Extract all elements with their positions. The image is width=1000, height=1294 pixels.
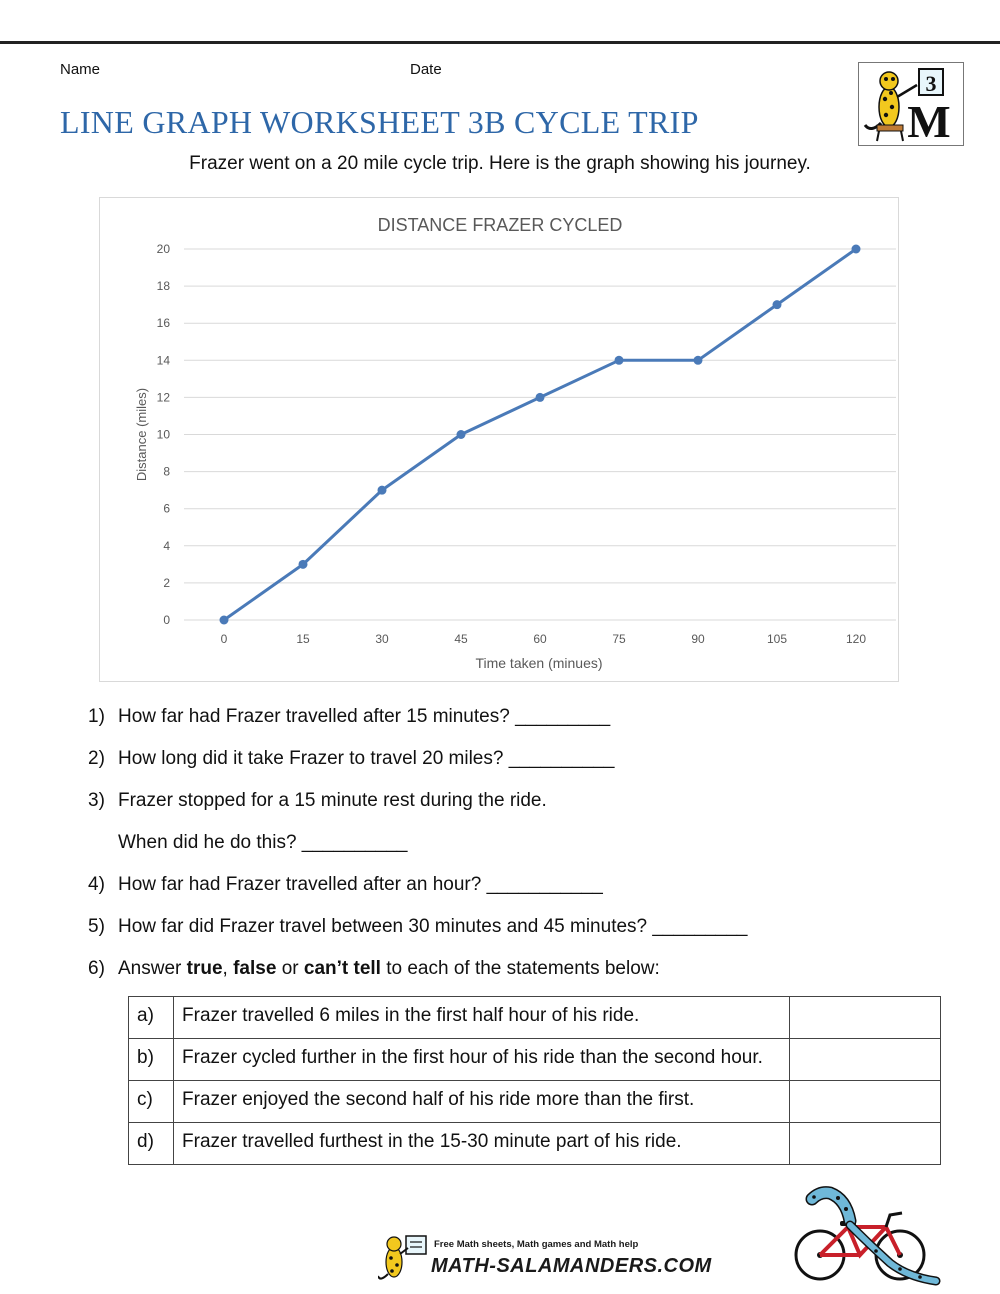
y-tick-label: 16 [156,316,170,331]
y-tick-label: 0 [163,613,170,627]
x-axis-label: Time taken (minues) [475,655,603,671]
y-tick-label: 18 [156,279,170,294]
question-1 [88,706,610,728]
question-4 [88,874,603,896]
answer-cell[interactable] [789,1039,940,1081]
salamander-logo-icon [378,1232,438,1284]
y-tick-label: 14 [156,353,170,368]
statement-row [129,1081,941,1123]
answer-cell[interactable] [789,1081,940,1123]
statement-row [129,1123,941,1165]
data-point [773,300,782,309]
question-text-part: to each of the statements below: [380,958,660,979]
x-axis-ticks [221,632,867,646]
y-tick-label: 8 [163,464,170,479]
data-point [378,486,387,495]
x-tick-label: 90 [691,632,705,646]
question-text-part: Answer [118,958,187,979]
data-point [220,616,229,625]
data-point [299,560,308,569]
statement-text: Frazer travelled furthest in the 15-30 minute part of his ride. [174,1123,790,1165]
question-text: How far did Frazer travel between 30 minutes and 45 minutes? _________ [118,916,748,937]
statement-text: Frazer travelled 6 miles in the first half hour of his ride. [174,997,790,1039]
statement-letter: d) [129,1123,174,1165]
statement-row [129,997,941,1039]
keyword-true: true [186,958,223,979]
question-number: 1) [88,706,105,727]
x-tick-label: 60 [533,632,547,646]
question-number: 4) [88,874,105,895]
x-tick-label: 75 [612,632,626,646]
y-tick-label: 12 [156,390,170,405]
page-title: LINE GRAPH WORKSHEET 3B CYCLE TRIP [60,104,699,140]
question-3-followup: When did he do this? __________ [118,832,408,853]
x-tick-label: 30 [375,632,389,646]
x-tick-label: 120 [845,632,867,646]
question-2 [88,748,614,770]
statement-letter: b) [129,1039,174,1081]
chart-svg [100,198,898,681]
salamander-bike-icon [790,1185,942,1287]
data-point [536,393,545,402]
statement-text: Frazer cycled further in the first hour of his ride than the second hour. [174,1039,790,1081]
question-number: 6) [88,958,105,979]
data-point [694,356,703,365]
keyword-false: false [233,958,277,979]
question-text: How far had Frazer travelled after 15 minutes? _________ [118,706,611,727]
salamander-grade-logo [859,63,963,145]
question-number: 5) [88,916,105,937]
grade-number: 3 [925,71,937,96]
answer-cell[interactable] [789,997,940,1039]
chart-title: DISTANCE FRAZER CYCLED [377,215,623,235]
keyword-cant-tell: can’t tell [303,958,381,979]
y-tick-label: 6 [163,501,170,516]
statement-letter: a) [129,997,174,1039]
y-axis-ticks [157,242,171,627]
data-point [852,245,861,254]
footer-site-link[interactable]: MATH-SALAMANDERS.COM [431,1255,712,1277]
question-3 [88,790,547,812]
y-tick-label: 10 [156,427,170,442]
statements-table [128,996,941,1165]
statement-row [129,1039,941,1081]
y-axis-label: Distance (miles) [134,387,149,482]
question-text: Frazer stopped for a 15 minute rest during the ride. [118,790,547,811]
question-text: How long did it take Frazer to travel 20 miles? __________ [118,748,615,769]
question-5 [88,916,748,938]
statement-letter: c) [129,1081,174,1123]
line-chart [99,197,899,682]
statement-text: Frazer enjoyed the second half of his ride more than the first. [174,1081,790,1123]
x-tick-label: 15 [296,632,310,646]
question-6 [88,958,660,980]
y-tick-label: 2 [163,575,170,590]
date-label: Date [410,61,442,78]
answer-cell[interactable] [789,1123,940,1165]
question-number: 2) [88,748,105,769]
y-tick-label: 4 [163,538,170,553]
brand-letter: M [907,96,951,145]
intro-text: Frazer went on a 20 mile cycle trip. Here is the graph showing his journey. [189,153,811,174]
question-text-part: or [276,958,304,979]
bike-mascot [790,1185,942,1287]
x-tick-label: 0 [220,632,228,646]
top-rule [0,41,1000,44]
y-tick-label: 20 [156,242,170,256]
data-point [457,430,466,439]
question-text-part: , [222,958,234,979]
question-text: How far had Frazer travelled after an hour? ___________ [118,874,603,895]
footer-tagline: Free Math sheets, Math games and Math help [434,1239,639,1250]
x-tick-label: 45 [454,632,468,646]
grid-lines [184,249,896,620]
name-label: Name [60,61,101,78]
x-tick-label: 105 [766,632,788,646]
data-point [615,356,624,365]
question-number: 3) [88,790,105,811]
grade-badge [858,62,964,146]
